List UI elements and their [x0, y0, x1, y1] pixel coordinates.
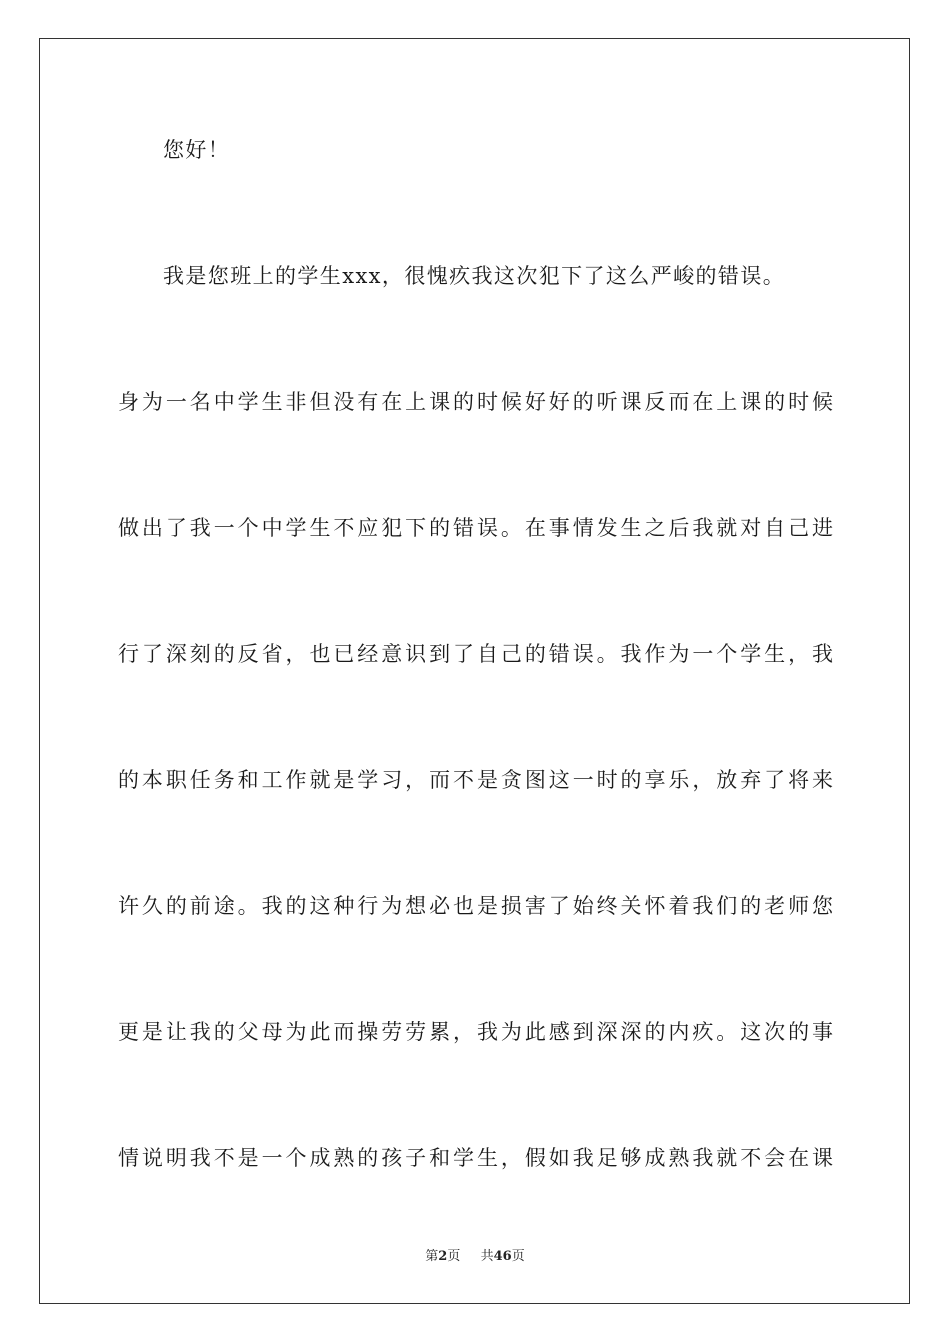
paragraph-line: 行了深刻的反省，也已经意识到了自己的错误。我作为一个学生，我 [118, 642, 833, 666]
page-suffix: 页 [447, 1249, 461, 1264]
page-footer [0, 1248, 950, 1266]
page-prefix: 第 [425, 1249, 439, 1264]
paragraph-line: 情说明我不是一个成熟的孩子和学生，假如我足够成熟我就不会在课 [118, 1146, 833, 1170]
total-page-count: 46 [493, 1249, 512, 1264]
paragraph-line: 的本职任务和工作就是学习，而不是贪图这一时的享乐，放弃了将来 [118, 768, 833, 792]
paragraph-line: 许久的前途。我的这种行为想必也是损害了始终关怀着我们的老师您 [118, 894, 833, 918]
paragraph-line: 我是您班上的学生xxx，很愧疚我这次犯下了这么严峻的错误。 [163, 264, 786, 288]
current-page-number: 2 [438, 1249, 448, 1264]
total-suffix: 页 [511, 1249, 525, 1264]
paragraph-line: 更是让我的父母为此而操劳劳累，我为此感到深深的内疚。这次的事 [118, 1020, 833, 1044]
paragraph-line: 身为一名中学生非但没有在上课的时候好好的听课反而在上课的时候 [118, 390, 833, 414]
page-border [39, 38, 910, 1304]
greeting-line: 您好！ [163, 138, 231, 162]
total-prefix: 共 [480, 1249, 494, 1264]
paragraph-line: 做出了我一个中学生不应犯下的错误。在事情发生之后我就对自己进 [118, 516, 833, 540]
